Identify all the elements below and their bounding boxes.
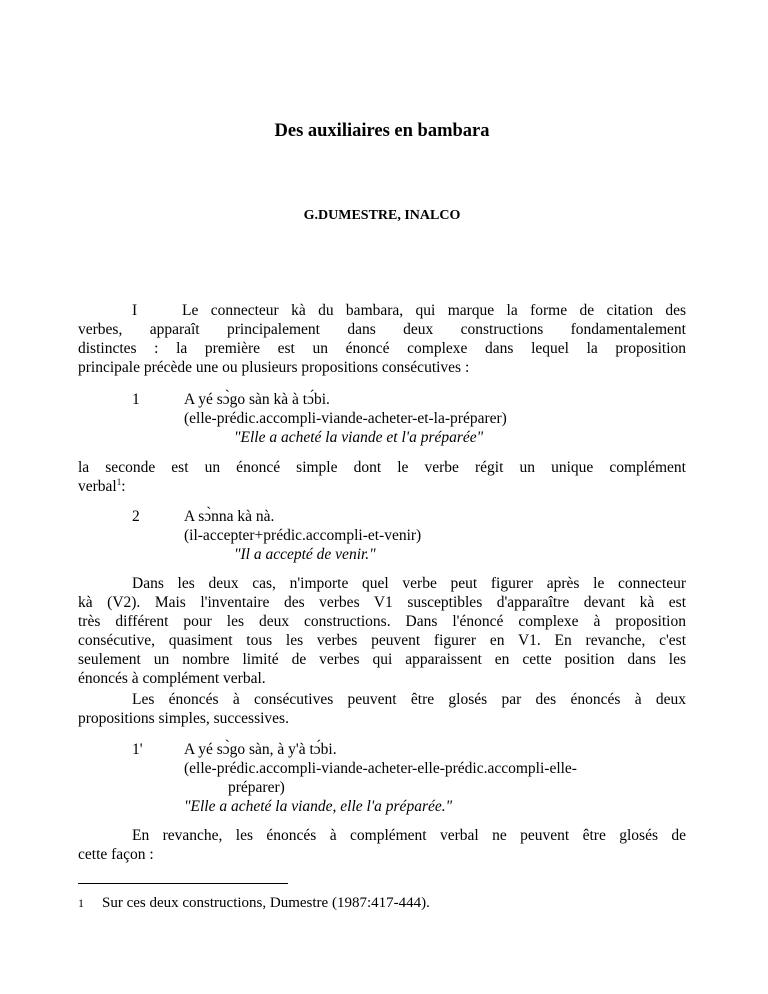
example-gloss: (il-accepter+prédic.accompli-et-venir) (184, 527, 422, 544)
example-gloss: (elle-prédic.accompli-viande-acheter-et-la-préparer) (184, 410, 507, 427)
page-title: Des auxiliaires en bambara (274, 121, 490, 141)
paragraph-4 (78, 690, 686, 728)
footnote-text: Sur ces deux constructions, Dumestre (1987:417-444). (102, 895, 430, 911)
author-line: G.DUMESTRE, INALCO (303, 208, 461, 223)
paragraph-line: verbal$^1$: (78, 477, 126, 495)
paragraph-3 (78, 574, 686, 688)
footnote-divider (78, 883, 288, 884)
paragraph-line: kà (V2). Mais l'inventaire des verbes V1 susceptibles d'apparaître devant kà est (78, 594, 686, 611)
paragraph-line: principale précède une ou plusieurs propositions consécutives : (78, 359, 470, 376)
paragraph-line: Dans les deux cas, n'importe quel verbe peut figurer après le connecteur (132, 575, 686, 592)
example-bambara: A yé sɔ̀go sàn, à y'à tɔ́bi. (184, 741, 337, 758)
example-translation: "Elle a acheté la viande et l'a préparée" (234, 429, 484, 446)
example-translation: "Elle a acheté la viande, elle l'a préparée." (184, 798, 453, 815)
example-number: 2 (132, 508, 140, 525)
paragraph-line: I Le connecteur kà du bambara, qui marque la forme de citation des (132, 302, 686, 319)
example-translation: "Il a accepté de venir." (234, 546, 376, 563)
footnote-reference[interactable]: 1 (116, 477, 122, 487)
paragraph-line: consécutive, quasiment tous les verbes peuvent figurer en V1. En revanche, c'est (78, 632, 686, 649)
paragraph-line: la seconde est un énoncé simple dont le verbe régit un unique complément (78, 459, 686, 476)
paragraph-5 (78, 826, 686, 864)
example-gloss: (elle-prédic.accompli-viande-acheter-elle-prédic.accompli-elle- (184, 760, 577, 777)
paragraph-line: énoncés à complément verbal. (78, 670, 266, 687)
paragraph-line: En revanche, les énoncés à complément verbal ne peuvent être glosés de (132, 827, 686, 844)
paragraph-line: distinctes : la première est un énoncé complexe dans lequel la proposition (78, 340, 686, 357)
paragraph-line: seulement un nombre limité de verbes qui apparaissent en cette position dans les (78, 651, 686, 668)
footnote-mark: 1 (78, 896, 84, 910)
example-number: 1 (132, 391, 140, 408)
example-bambara: A sɔ̀nna kà nà. (184, 508, 275, 525)
paragraph-line: cette façon : (78, 846, 154, 863)
paragraph-line: propositions simples, successives. (78, 710, 289, 727)
paragraph-2 (78, 458, 686, 496)
example-gloss-continued: préparer) (228, 779, 285, 796)
paragraph-line: très différent pour les deux constructions. Dans l'énoncé complexe à proposition (78, 613, 686, 630)
paragraph-line: verbes, apparaît principalement dans deux constructions fondamentalement (78, 321, 686, 338)
paragraph-section-1 (78, 301, 686, 377)
footnote (78, 894, 686, 913)
paragraph-line: Les énoncés à consécutives peuvent être glosés par des énoncés à deux (132, 691, 686, 708)
example-bambara: A yé sɔ̀go sàn kà à tɔ́bi. (184, 391, 330, 408)
example-number: 1' (132, 741, 143, 758)
section-numeral: I (132, 302, 138, 319)
